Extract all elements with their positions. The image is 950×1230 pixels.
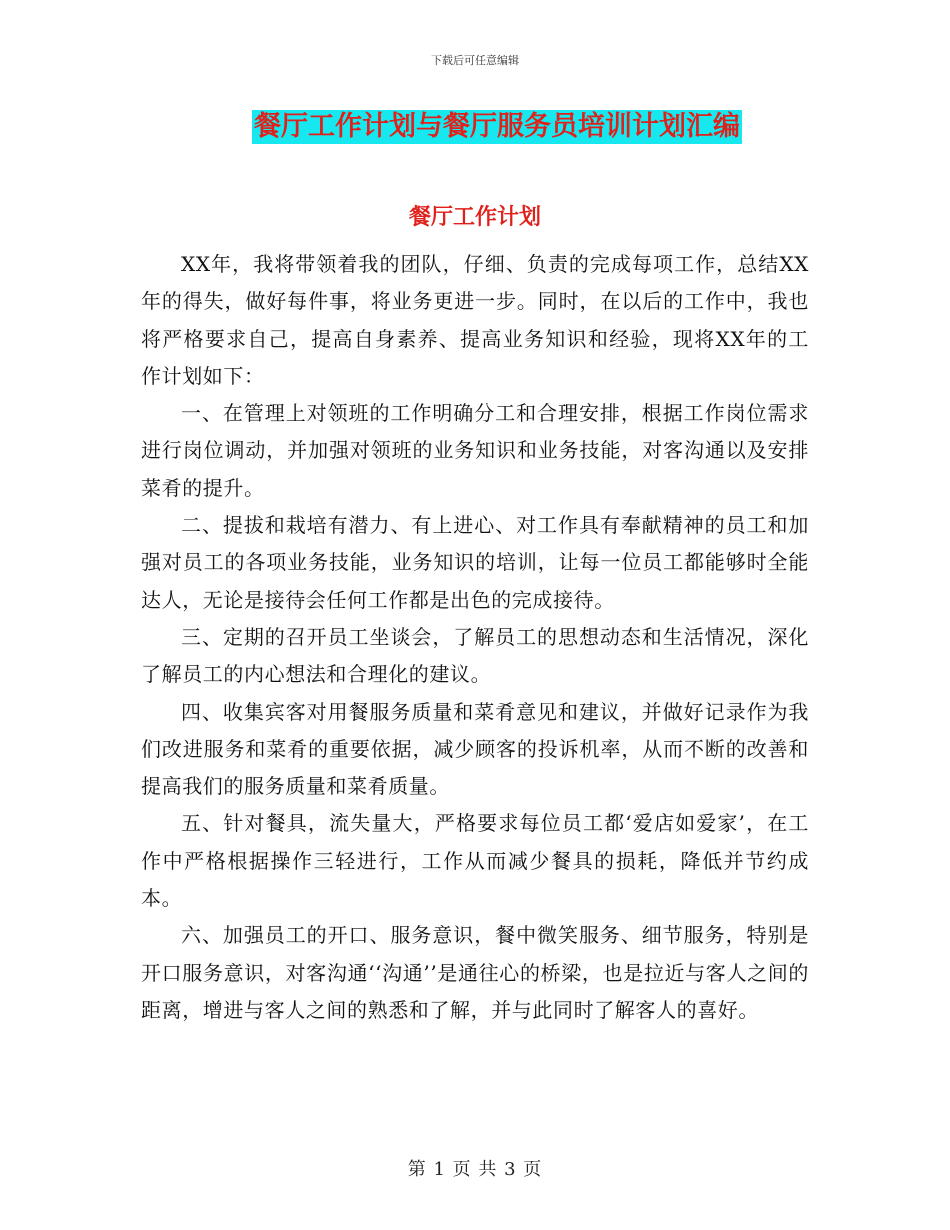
paragraph-item-5: 五、针对餐具，流失量大，严格要求每位员工都‘爱店如爱家’，在工作中严格根据操作三轻进行，工作从而减少餐具的损耗，降低并节约成本。 [141, 811, 809, 911]
paragraph-item-4: 四、收集宾客对用餐服务质量和菜肴意见和建议，并做好记录作为我们改进服务和菜肴的重要依据，减少顾客的投诉机率，从而不断的改善和提高我们的服务质量和菜肴质量。 [141, 699, 809, 799]
header-note: 下载后可任意编辑 [431, 54, 519, 67]
document-title: 餐厅工作计划与餐厅服务员培训计划汇编 [254, 111, 740, 142]
paragraph-item-3: 三、定期的召开员工坐谈会，了解员工的思想动态和生活情况，深化了解员工的内心想法和合理化的建议。 [141, 624, 809, 687]
page-number-footer: 第 1 页 共 3 页 [407, 1159, 543, 1180]
paragraph-item-6: 六、加强员工的开口、服务意识，餐中微笑服务、细节服务，特别是开口服务意识，对客沟通‘‘沟通’’是通往心的桥梁，也是拉近与客人之间的距离，增进与客人之间的熟悉和了解，并与此同时了解客人的喜好。 [141, 923, 809, 1022]
title-container [0, 110, 950, 144]
paragraph-item-1: 一、在管理上对领班的工作明确分工和合理安排，根据工作岗位需求进行岗位调动，并加强对领班的业务知识和业务技能，对客沟通以及安排菜肴的提升。 [141, 401, 809, 500]
section-title: 餐厅工作计划 [408, 205, 541, 230]
document-body [141, 246, 809, 1029]
paragraph-item-2: 二、提拔和栽培有潜力、有上进心、对工作具有奉献精神的员工和加强对员工的各项业务技能，业务知识的培训，让每一位员工都能够时全能达人，无论是接待会任何工作都是出色的完成接待。 [141, 513, 809, 612]
paragraph-intro: XX年，我将带领着我的团队，仔细、负责的完成每项工作，总结XX年的得失，做好每件事，将业务更进一步。同时，在以后的工作中，我也将严格要求自己，提高自身素养、提高业务知识和经验，现将XX年的工作计划如下： [141, 252, 809, 388]
